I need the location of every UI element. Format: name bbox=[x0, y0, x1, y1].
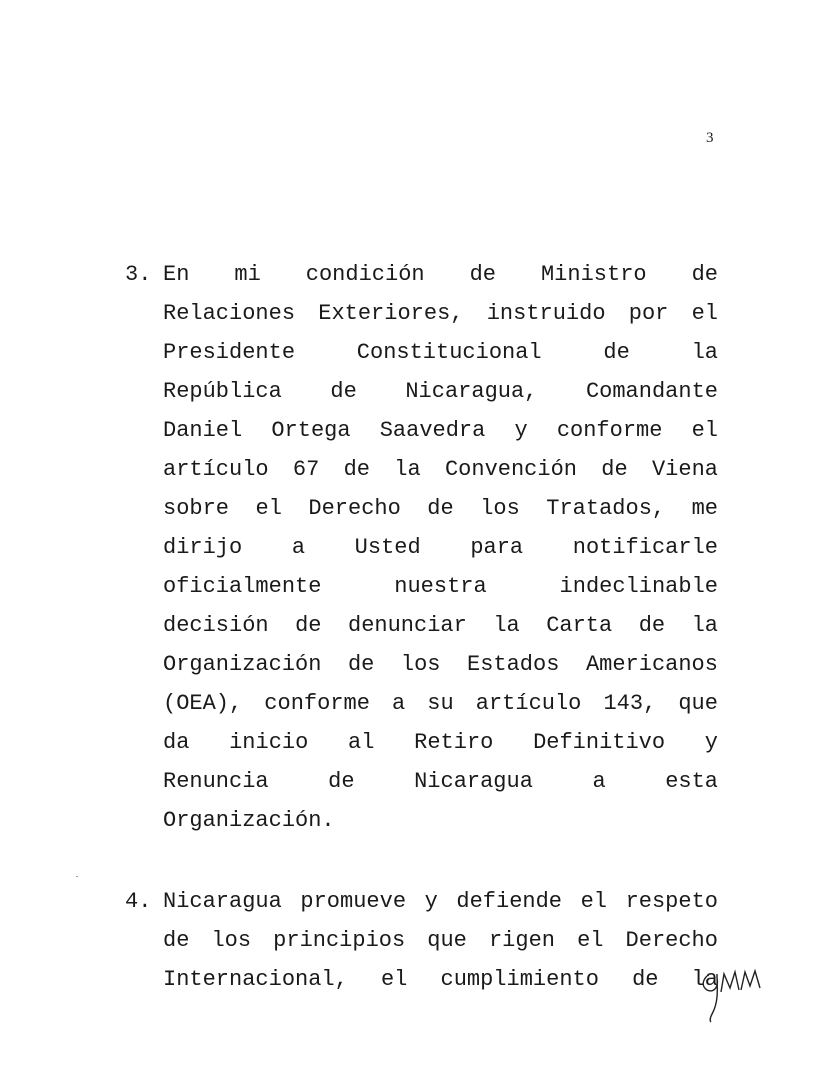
word: Internacional, bbox=[163, 967, 348, 992]
word: dirijo bbox=[163, 535, 243, 560]
word: En bbox=[163, 262, 190, 287]
word: de bbox=[603, 340, 630, 365]
word: Convención bbox=[444, 457, 577, 482]
word: por bbox=[628, 301, 669, 326]
word: de bbox=[469, 262, 496, 287]
text-line bbox=[163, 921, 718, 960]
word: Nicaragua bbox=[414, 769, 533, 794]
word: la bbox=[394, 457, 421, 482]
word: Nicaragua, bbox=[405, 379, 538, 404]
word: Definitivo bbox=[533, 730, 666, 755]
word: que bbox=[427, 928, 467, 953]
text-line bbox=[163, 255, 718, 294]
word: República bbox=[163, 379, 282, 404]
word: Ortega bbox=[271, 418, 351, 443]
text-line bbox=[163, 372, 718, 411]
paragraph-number: 3. bbox=[125, 262, 152, 287]
word: de bbox=[343, 457, 370, 482]
word: al bbox=[348, 730, 375, 755]
word: de bbox=[691, 262, 718, 287]
word: de bbox=[427, 496, 454, 521]
word: Organización. bbox=[163, 808, 335, 833]
text-line bbox=[163, 762, 718, 801]
word: esta bbox=[665, 769, 718, 794]
word: Carta bbox=[546, 613, 613, 638]
word: el bbox=[577, 928, 604, 953]
word: Exteriores, bbox=[318, 301, 464, 326]
word: artículo bbox=[163, 457, 269, 482]
word: denunciar bbox=[348, 613, 467, 638]
word: los bbox=[480, 496, 520, 521]
word: me bbox=[691, 496, 718, 521]
word: a bbox=[592, 769, 606, 794]
paragraph-body bbox=[163, 882, 718, 999]
word: promueve bbox=[300, 889, 407, 914]
word: instruido bbox=[486, 301, 606, 326]
word: Renuncia bbox=[163, 769, 269, 794]
stray-mark bbox=[76, 876, 78, 877]
text-line bbox=[163, 801, 718, 840]
word: conforme bbox=[556, 418, 663, 443]
word: Nicaragua bbox=[163, 889, 282, 914]
word: sobre bbox=[163, 496, 230, 521]
word: de bbox=[163, 928, 190, 953]
word: que bbox=[678, 691, 718, 716]
paragraph-body bbox=[163, 255, 718, 840]
word: el bbox=[380, 967, 408, 992]
word: respeto bbox=[625, 889, 718, 914]
text-line bbox=[163, 528, 718, 567]
word: y bbox=[704, 730, 718, 755]
page-number: 3 bbox=[706, 130, 714, 146]
word: los bbox=[400, 652, 441, 677]
word: principios bbox=[273, 928, 406, 953]
word: la bbox=[691, 340, 718, 365]
word: Viena bbox=[651, 457, 718, 482]
word: el bbox=[580, 889, 607, 914]
word: (OEA), bbox=[163, 691, 243, 716]
word: da bbox=[163, 730, 190, 755]
word: de bbox=[330, 379, 357, 404]
word: Relaciones bbox=[163, 301, 296, 326]
word: Organización bbox=[163, 652, 322, 677]
word: artículo bbox=[475, 691, 582, 716]
word: de bbox=[638, 613, 666, 638]
word: Usted bbox=[354, 535, 421, 560]
word: inicio bbox=[229, 730, 309, 755]
numbered-paragraph-3 bbox=[125, 255, 725, 840]
word: Derecho bbox=[625, 928, 718, 953]
word: Tratados, bbox=[546, 496, 666, 521]
text-line bbox=[163, 450, 718, 489]
word: y bbox=[514, 418, 528, 443]
word: 67 bbox=[292, 457, 320, 482]
word: Saavedra bbox=[379, 418, 486, 443]
text-line bbox=[163, 333, 718, 372]
word: de bbox=[347, 652, 375, 677]
word: nuestra bbox=[394, 574, 487, 599]
word: la bbox=[493, 613, 520, 638]
text-line bbox=[163, 723, 718, 762]
word: Comandante bbox=[585, 379, 718, 404]
text-line bbox=[163, 960, 718, 999]
word: decisión bbox=[163, 613, 269, 638]
word: Derecho bbox=[308, 496, 401, 521]
word: Ministro bbox=[540, 262, 647, 287]
word: condición bbox=[305, 262, 425, 287]
word: Constitucional bbox=[356, 340, 542, 365]
text-line bbox=[163, 882, 718, 921]
word: la bbox=[691, 613, 718, 638]
word: su bbox=[427, 691, 454, 716]
word: Retiro bbox=[414, 730, 494, 755]
word: de bbox=[601, 457, 628, 482]
word: Americanos bbox=[585, 652, 718, 677]
text-line bbox=[163, 567, 718, 606]
word: defiende bbox=[456, 889, 563, 914]
word: notificarle bbox=[572, 535, 718, 560]
word: de bbox=[632, 967, 659, 992]
word: Daniel bbox=[163, 418, 243, 443]
numbered-paragraph-4 bbox=[125, 882, 725, 999]
word: 143, bbox=[603, 691, 657, 716]
word: para bbox=[470, 535, 524, 560]
text-line bbox=[163, 294, 718, 333]
word: Presidente bbox=[163, 340, 296, 365]
word: Estados bbox=[467, 652, 560, 677]
word: oficialmente bbox=[163, 574, 322, 599]
text-line bbox=[163, 645, 718, 684]
word: conforme bbox=[264, 691, 370, 716]
word: mi bbox=[234, 262, 261, 287]
word: indeclinable bbox=[559, 574, 718, 599]
word: rigen bbox=[488, 928, 555, 953]
text-line bbox=[163, 489, 718, 528]
word: a bbox=[392, 691, 406, 716]
paragraph-number: 4. bbox=[125, 889, 152, 914]
text-line bbox=[163, 411, 718, 450]
text-line bbox=[163, 684, 718, 723]
word: los bbox=[211, 928, 252, 953]
word: de bbox=[295, 613, 322, 638]
word: el bbox=[691, 418, 718, 443]
word: cumplimiento bbox=[440, 967, 599, 992]
handwritten-initials-signature bbox=[697, 966, 767, 1026]
word: a bbox=[291, 535, 306, 560]
word: y bbox=[424, 889, 438, 914]
word: de bbox=[328, 769, 355, 794]
text-line bbox=[163, 606, 718, 645]
word: la bbox=[691, 967, 718, 992]
word: el bbox=[691, 301, 718, 326]
word: el bbox=[255, 496, 282, 521]
